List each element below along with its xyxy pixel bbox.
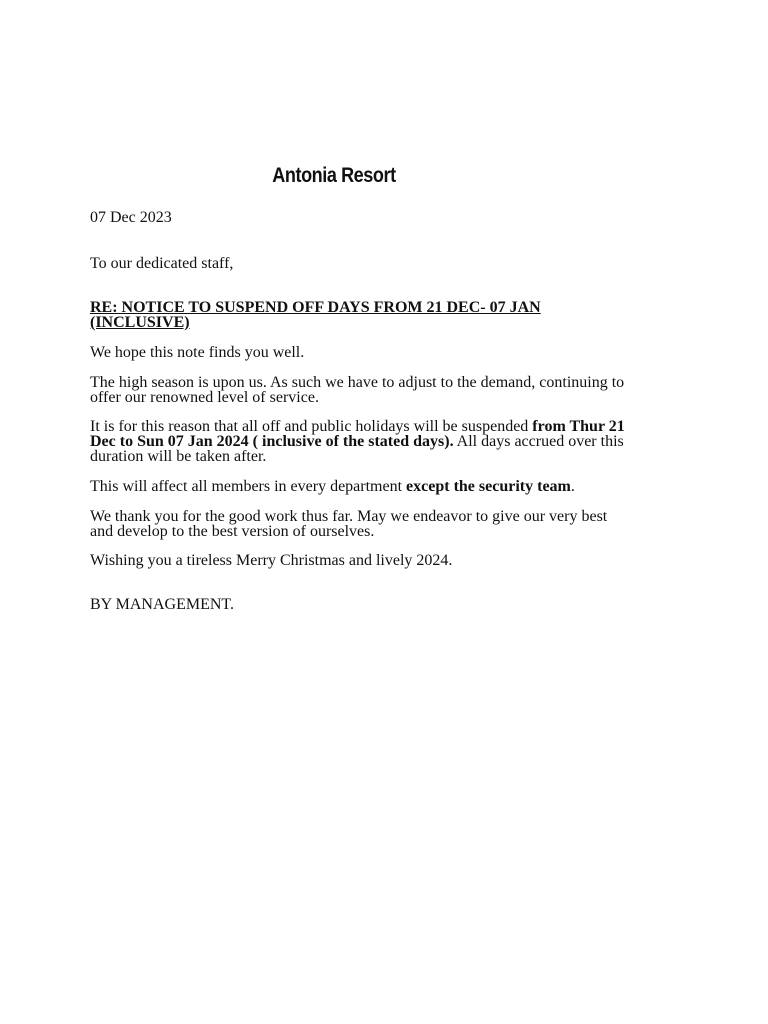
departments-end: .	[570, 478, 575, 495]
signature: BY MANAGEMENT.	[90, 596, 234, 613]
paragraph-opening: We hope this note finds you well.	[90, 344, 305, 361]
suspension-dates: from Thur 21 Dec to Sun 07 Jan 2024 ( inclusive of the stated days).	[90, 418, 625, 450]
resort-title: Antonia Resort	[272, 164, 396, 187]
paragraph-departments	[90, 479, 630, 494]
greeting: To our dedicated staff,	[90, 255, 234, 272]
paragraph-wishes: Wishing you a tireless Merry Christmas and lively 2024.	[90, 552, 453, 569]
paragraph-thanks: We thank you for the good work thus far. May we endeavor to give our very best and develop to the best version of ourselves.	[90, 508, 608, 540]
security-exception: except the security team	[406, 478, 571, 495]
subject-line: RE: NOTICE TO SUSPEND OFF DAYS FROM 21 DEC- 07 JAN (INCLUSIVE)	[90, 299, 541, 331]
suspension-text: It is for this reason that all off and public holidays will be suspended	[90, 418, 533, 435]
suspension-followup: All days accrued over this duration will be taken after.	[90, 433, 624, 465]
paragraph-suspension	[90, 419, 630, 464]
paragraph-high-season: The high season is upon us. As such we have to adjust to the demand, continuing to offer our renowned level of service.	[90, 374, 625, 406]
letter-date: 07 Dec 2023	[90, 209, 172, 226]
departments-text: This will affect all members in every department	[90, 478, 407, 495]
